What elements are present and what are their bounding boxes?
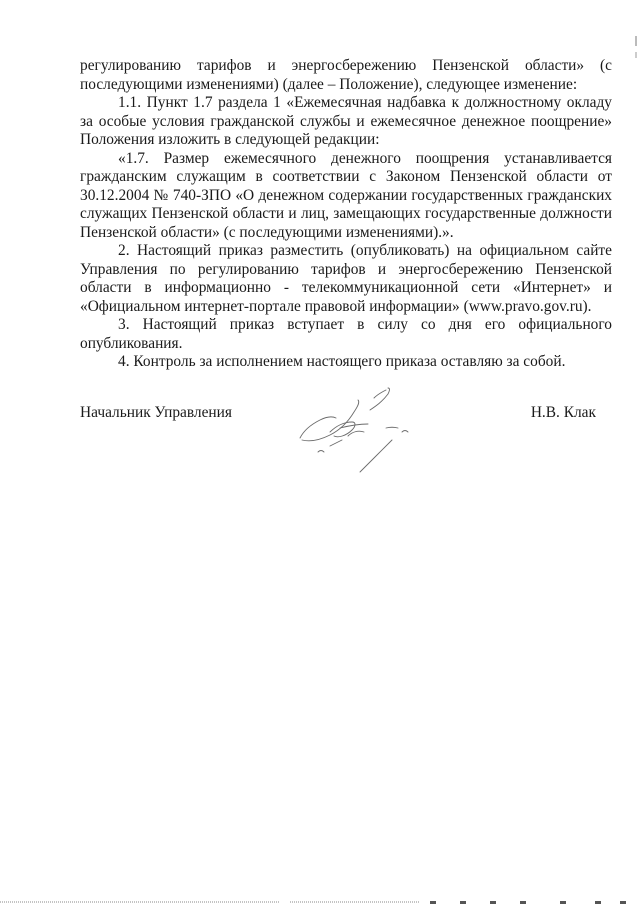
handwritten-signature-icon xyxy=(290,380,430,485)
scan-footer-dashes xyxy=(0,893,640,899)
paragraph-1-7-quote: «1.7. Размер ежемесячного денежного поощрения устанавливается гражданским служащим в соответствии с Законом Пензенской области от 30.12.2004 № 740-ЗПО «О денежном содержании государственных гражданских служащих Пензенской области и лиц, замещающих государственные должности Пензенской области» (с последующими изменениями).». xyxy=(80,149,612,241)
paragraph-1-1: 1.1. Пункт 1.7 раздела 1 «Ежемесячная надбавка к должностному окладу за особые условия гражданской службы и ежемесячное денежное поощрение» Положения изложить в следующей редакции: xyxy=(80,94,612,148)
paragraph-4-control: 4. Контроль за исполнением настоящего приказа оставляю за собой. xyxy=(118,353,566,370)
signer-position: Начальник Управления xyxy=(80,404,232,421)
signer-name: Н.В. Клак xyxy=(530,404,596,421)
edge-scan-mark xyxy=(634,36,638,66)
paragraph-3-effective: 3. Настоящий приказ вступает в силу со дня его официального опубликования. xyxy=(80,316,612,352)
document-body xyxy=(80,57,612,372)
paragraph-intro-continuation: регулированию тарифов и энергосбережению Пензенской области» (с последующими изменениями) (далее – Положение), следующее изменение: xyxy=(80,57,612,93)
paragraph-2-publication: 2. Настоящий приказ разместить (опубликовать) на официальном сайте Управления по регулированию тарифов и энергосбережению Пензенской области в информационно - телекоммуникационной сети «Интернет» и «Официальном интернет-портале правовой информации» (www.pravo.gov.ru). xyxy=(80,242,612,315)
